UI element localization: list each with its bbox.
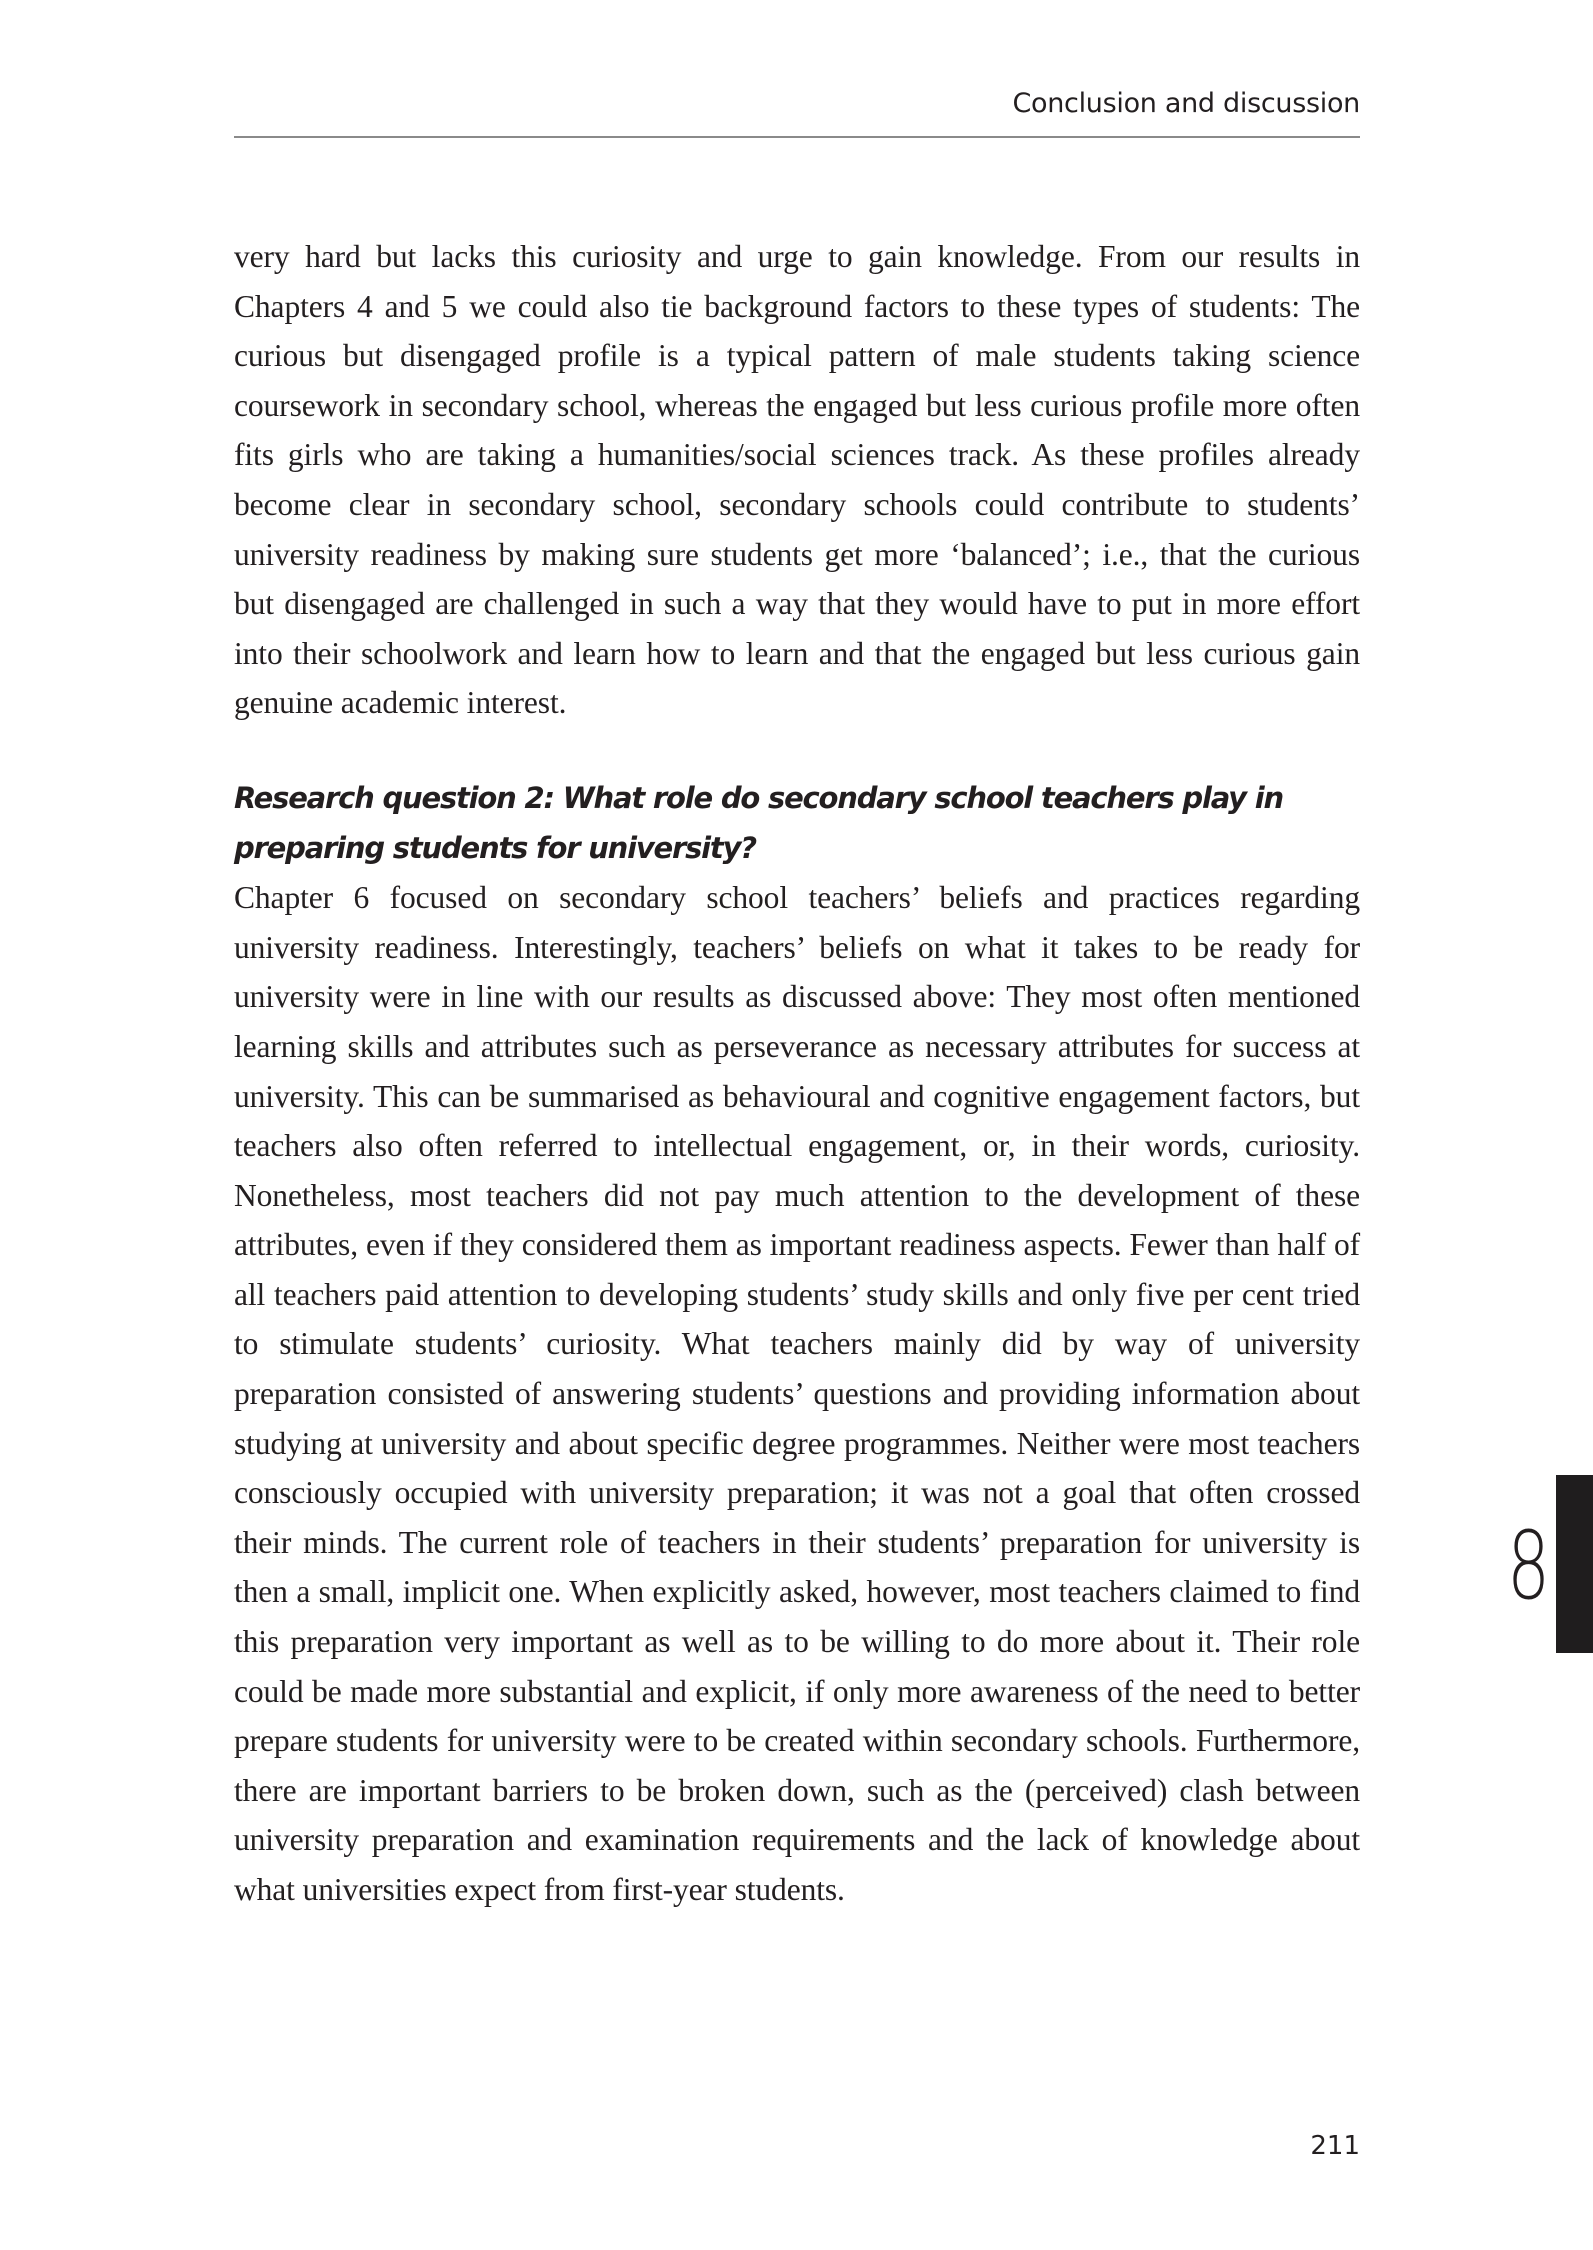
chapter-thumb-tab: [1556, 1475, 1593, 1653]
chapter-number: 8: [1507, 1512, 1551, 1621]
running-header-title: Conclusion and discussion: [1012, 88, 1360, 119]
body-paragraph: very hard but lacks this curiosity and urge to gain knowledge. From our results in Chapters 4 and 5 we could also tie background factors to these types of students: The curious but disengaged profile is a typical pattern of male students taking science coursework in secondary school, whereas the engaged but less curious profile more often fits girls who are taking a humanities/social sciences track. As these profiles already become clear in secondary school, secondary schools could contribute to students’ university readiness by making sure students get more ‘balanced’; i.e., that the curious but disengaged are challenged in such a way that they would have to put in more effort into their schoolwork and learn how to learn and that the engaged but less curious gain genuine academic interest.: [234, 239, 1360, 721]
header-divider: [234, 136, 1360, 138]
paragraph-spacer: [234, 728, 1360, 774]
body-paragraph: Chapter 6 focused on secondary school teachers’ beliefs and practices regarding university readiness. Interestingly, teachers’ beliefs on what it takes to be ready for university were in line with our results as discussed above: They most often mentioned learning skills and attributes such as perseverance as necessary attributes for success at university. This can be summarised as behavioural and cognitive engagement factors, but teachers also often referred to intellectual engagement, or, in their words, curiosity. Nonetheless, most teachers did not pay much attention to the development of these attributes, even if they considered them as important readiness aspects. Fewer than half of all teachers paid attention to developing students’ study skills and only five per cent tried to stimulate students’ curiosity. What teachers mainly did by way of university preparation consisted of answering students’ questions and providing information about studying at university and about specific degree programmes. Neither were most teachers consciously occupied with university preparation; it was not a goal that often crossed their minds. The current role of teachers in their students’ preparation for university is then a small, implicit one. When explicitly asked, however, most teachers claimed to find this preparation very important as well as to be willing to do more about it. Their role could be made more substantial and explicit, if only more awareness of the need to better prepare students for university were to be created within secondary schools. Furthermore, there are important barriers to be broken down, such as the (perceived) clash between university preparation and examination requirements and the lack of knowledge about what universities expect from first-year students.: [234, 880, 1360, 1907]
page-number: 211: [1310, 2131, 1360, 2161]
page-body: [234, 232, 1360, 1915]
research-question-heading: Research question 2: What role do secondary school teachers play in preparing students for university?: [234, 780, 1283, 865]
